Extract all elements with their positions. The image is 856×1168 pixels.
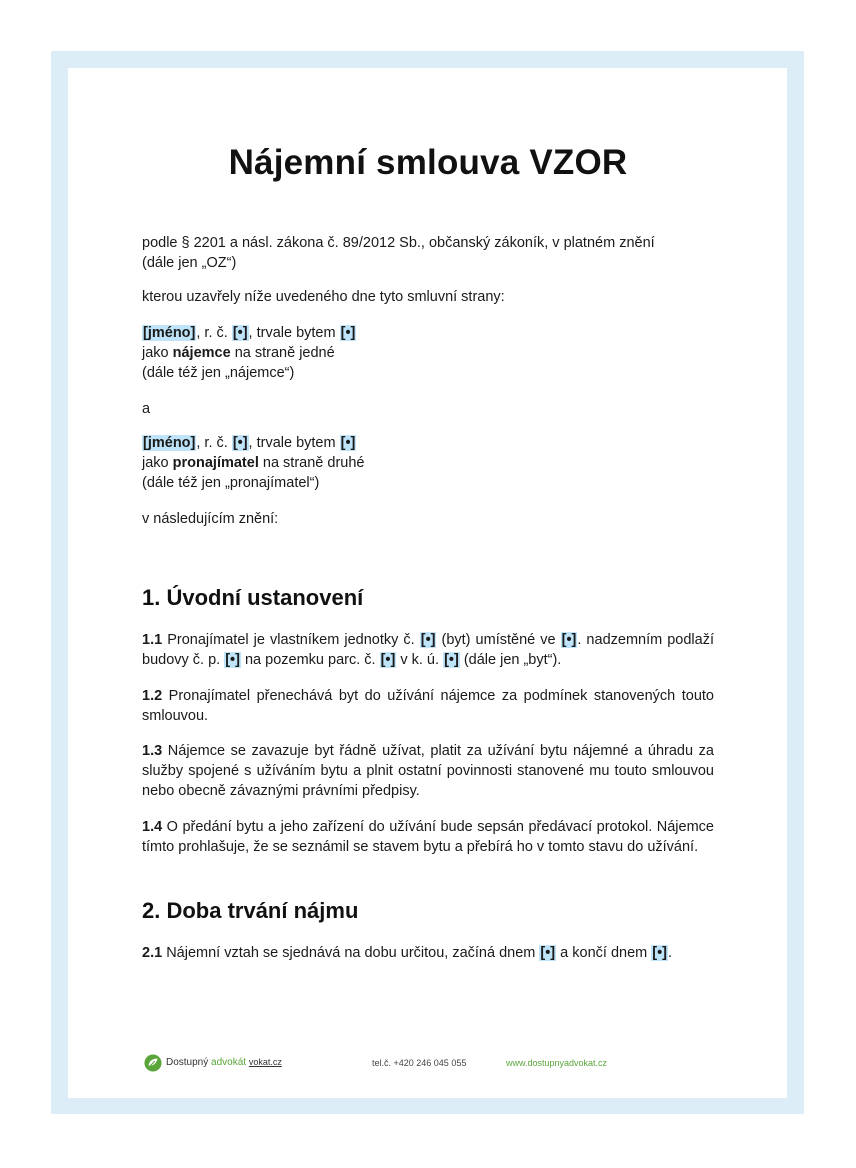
section-1-heading: 1. Úvodní ustanovení <box>142 585 364 610</box>
name-placeholder: [jméno] <box>143 435 196 451</box>
clause-2-1: 2.1 Nájemní vztah se sjednává na dobu určitou, začíná dnem [•] a končí dnem [•]. <box>142 945 673 961</box>
conjunction: a <box>142 401 151 417</box>
address-placeholder: [•] <box>340 435 356 451</box>
following-text: v následujícím znění: <box>142 511 279 527</box>
unit-placeholder: [•] <box>420 632 436 648</box>
clause-1-2: 1.2 Pronajímatel přenechává byt do užívání nájemce za podmínek stanovených touto smlouvou. <box>142 688 714 724</box>
party-2: [jméno], r. č. [•], trvale bytem [•] jako pronajímatel na straně druhé (dále též jen „pronajímatel“) <box>142 435 365 491</box>
name-placeholder: [jméno] <box>143 325 196 341</box>
party-1: [jméno], r. č. [•], trvale bytem [•] jako nájemce na straně jedné (dále též jen „nájemce“) <box>142 325 356 381</box>
footer-website[interactable]: www.dostupnyadvokat.cz <box>506 1058 608 1068</box>
clause-1-4: 1.4 O předání bytu a jeho zařízení do užívání bude sepsán předávací protokol. Nájemce tímto prohlašuje, že se seznámil se stavem bytu a přebírá ho v tomto stavu do užívání. <box>142 819 714 855</box>
page-footer <box>144 1053 714 1077</box>
footer-phone: tel.č. +420 246 045 055 <box>372 1058 467 1068</box>
party-alias: (dále též jen „nájemce“) <box>142 365 295 381</box>
party-role: pronajímatel <box>172 455 259 471</box>
cadastre-placeholder: [•] <box>444 652 459 668</box>
intro-block <box>142 233 714 273</box>
brand-logo: Dostupný advokát vokat.cz <box>166 1057 282 1068</box>
address-placeholder: [•] <box>340 325 356 341</box>
rc-placeholder: [•] <box>232 325 248 341</box>
start-date-placeholder: [•] <box>540 945 556 961</box>
rc-placeholder: [•] <box>232 435 248 451</box>
law-reference: podle § 2201 a násl. zákona č. 89/2012 Sb., občanský zákoník, v platném znění (dále jen „OZ“) <box>142 235 655 271</box>
section-2-heading: 2. Doba trvání nájmu <box>142 898 359 923</box>
end-date-placeholder: [•] <box>652 945 667 961</box>
floor-placeholder: [•] <box>561 632 577 648</box>
clause-1-1: 1.1 Pronajímatel je vlastníkem jednotky č. [•] (byt) umístěné ve [•]. nadzemním podlaží budovy č. p. [•] na pozemku parc. č. [•] v k. ú. [•] (dále jen „byt“). <box>142 632 714 668</box>
party-role: nájemce <box>172 345 231 361</box>
parties-intro: kterou uzavřely níže uvedeného dne tyto smluvní strany: <box>142 289 505 305</box>
document-title: Nájemní smlouva VZOR <box>228 143 628 182</box>
party-alias: (dále též jen „pronajímatel“) <box>142 475 320 491</box>
building-placeholder: [•] <box>225 652 240 668</box>
leaf-logo-icon <box>144 1054 162 1072</box>
parcel-placeholder: [•] <box>380 652 396 668</box>
clause-1-3: 1.3 Nájemce se zavazuje byt řádně užívat, platit za užívání bytu nájemné a úhradu za služby spojené s užíváním bytu a plnit ostatní povinnosti stanovené mu touto smlouvou nebo obecně závaznými právními předpisy. <box>142 743 714 799</box>
